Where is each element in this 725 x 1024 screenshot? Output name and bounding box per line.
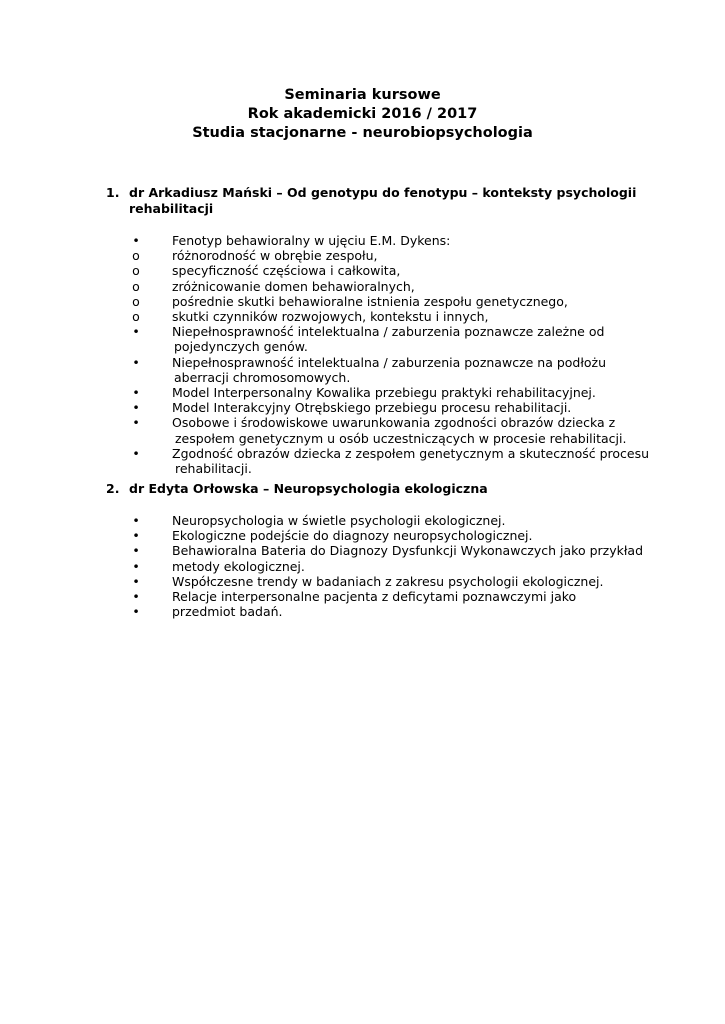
section-heading-line-2: rehabilitacji — [129, 201, 214, 216]
section-heading — [106, 481, 666, 497]
section-number: 1. — [106, 185, 120, 200]
section-heading-line-1: dr Arkadiusz Mański – Od genotypu do fenotypu – konteksty psychologii — [129, 185, 637, 200]
list-item — [106, 279, 666, 294]
bullet-icon: • — [132, 324, 140, 340]
list-item-text: Model Interpersonalny Kowalika przebiegu praktyki rehabilitacyjnej. — [172, 385, 596, 401]
bullet-icon: • — [132, 415, 140, 431]
section-1-list — [106, 233, 666, 476]
list-item-text: różnorodność w obrębie zespołu, — [172, 248, 378, 264]
list-item-text: Współczesne trendy w badaniach z zakresu psychologii ekologicznej. — [172, 573, 604, 589]
list-item — [106, 400, 666, 415]
list-item — [106, 513, 666, 528]
list-item-text-continued: rehabilitacji. — [175, 461, 252, 477]
title-line-2: Rok akademicki 2016 / 2017 — [247, 106, 478, 122]
list-item-text-continued: zespołem genetycznym u osób uczestniczących w procesie rehabilitacji. — [175, 430, 627, 446]
list-item-text: Zgodność obrazów dziecka z zespołem genetycznym a skuteczność procesu — [172, 445, 650, 461]
section-heading-line-1: dr Edyta Orłowska – Neuropsychologia ekologiczna — [129, 481, 488, 496]
title-line-1: Seminaria kursowe — [284, 87, 441, 103]
list-item — [106, 385, 666, 400]
list-item-text: Model Interakcyjny Otrębskiego przebiegu procesu rehabilitacji. — [172, 400, 572, 416]
list-item-text: Ekologiczne podejście do diagnozy neuropsychologicznej. — [172, 528, 533, 544]
list-item-text-continued: pojedynczych genów. — [174, 339, 308, 355]
list-item — [106, 446, 666, 476]
circle-bullet-icon: o — [132, 248, 140, 264]
bullet-icon: • — [132, 385, 140, 401]
list-item — [106, 263, 666, 278]
bullet-icon: • — [132, 445, 140, 461]
list-item — [106, 604, 666, 619]
list-item-text: Relacje interpersonalne pacjenta z deficytami poznawczymi jako — [172, 589, 577, 605]
list-item — [106, 233, 666, 248]
bullet-icon: • — [132, 604, 140, 620]
list-item — [106, 248, 666, 263]
list-item-text: Neuropsychologia w świetle psychologii ekologicznej. — [172, 513, 506, 528]
bullet-icon: • — [132, 513, 140, 528]
section-number: 2. — [106, 481, 120, 496]
section-1 — [106, 185, 666, 476]
list-item — [106, 574, 666, 589]
section-2 — [106, 481, 666, 619]
circle-bullet-icon: o — [132, 263, 140, 279]
title-line-3: Studia stacjonarne - neurobiopsychologia — [192, 125, 533, 141]
list-item-text: przedmiot badań. — [172, 604, 283, 620]
list-item-text: pośrednie skutki behawioralne istnienia zespołu genetycznego, — [172, 293, 568, 309]
list-item-text: Niepełnosprawność intelektualna / zaburzenia poznawcze na podłożu — [172, 354, 607, 370]
circle-bullet-icon: o — [132, 278, 140, 294]
list-item-text: Osobowe i środowiskowe uwarunkowania zgodności obrazów dziecka z — [172, 415, 616, 431]
circle-bullet-icon: o — [132, 293, 140, 309]
bullet-icon: • — [132, 589, 140, 605]
bullet-icon: • — [132, 543, 140, 559]
list-item-text-continued: aberracji chromosomowych. — [174, 369, 351, 385]
list-item-text: skutki czynników rozwojowych, kontekstu i innych, — [172, 309, 489, 325]
list-item — [106, 589, 666, 604]
list-item — [106, 543, 666, 558]
list-item-text: Fenotyp behawioralny w ujęciu E.M. Dykens: — [172, 233, 451, 248]
section-heading — [106, 185, 666, 217]
section-2-list — [106, 513, 666, 619]
document-title — [0, 86, 725, 143]
list-item — [106, 528, 666, 543]
list-item-text: specyficzność częściowa i całkowita, — [172, 263, 401, 279]
list-item — [106, 355, 666, 385]
bullet-icon: • — [132, 233, 140, 248]
list-item — [106, 415, 666, 445]
circle-bullet-icon: o — [132, 309, 140, 325]
bullet-icon: • — [132, 400, 140, 416]
bullet-icon: • — [132, 558, 140, 574]
bullet-icon: • — [132, 573, 140, 589]
list-item — [106, 309, 666, 324]
bullet-icon: • — [132, 528, 140, 544]
list-item-text: metody ekologicznej. — [172, 558, 305, 574]
bullet-icon: • — [132, 354, 140, 370]
list-item-text: zróżnicowanie domen behawioralnych, — [172, 278, 415, 294]
list-item — [106, 559, 666, 574]
list-item — [106, 294, 666, 309]
list-item — [106, 324, 666, 354]
list-item-text: Niepełnosprawność intelektualna / zaburzenia poznawcze zależne od — [172, 324, 605, 340]
list-item-text: Behawioralna Bateria do Diagnozy Dysfunkcji Wykonawczych jako przykład — [172, 543, 644, 559]
